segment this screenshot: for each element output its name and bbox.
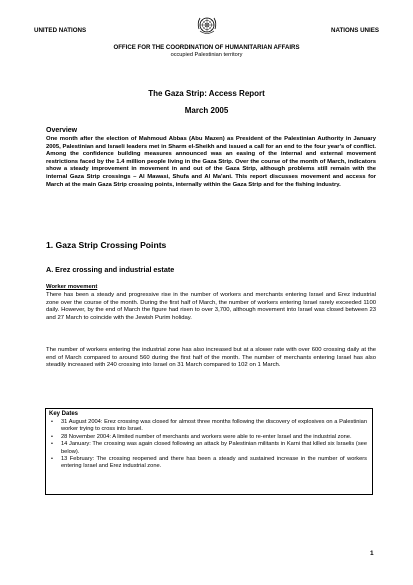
key-date-item	[49, 434, 367, 441]
section-heading: 1. Gaza Strip Crossing Points	[46, 240, 167, 250]
report-date: March 2005	[184, 106, 229, 115]
un-emblem-icon	[195, 15, 219, 37]
key-date-text: 13 February: The crossing reopened and there has been a steady and sustained increase in the number of workers entering Israel and Erez industrial zone.	[61, 456, 367, 470]
key-date-text: 14 January: The crossing was again closed following an attack by Palestinian militants in Karni that killed six Israelis (see below).	[61, 441, 367, 455]
worker-paragraph-2: The number of workers entering the industrial zone has also increased but at a slower rate with over 600 crossing daily at the end of March compared to around 560 during the first half of the month. The number of merchants entering Israel has also steadily increased with 240 crossing into Israel on 31 March compared to 102 on 1 March.	[46, 347, 376, 369]
worker-movement-heading: Worker movement	[46, 284, 98, 290]
key-date-text: 28 November 2004: A limited number of merchants and workers were able to re-enter Israel and the industrial zone.	[61, 433, 352, 440]
key-dates-list	[49, 419, 367, 471]
header-right: NATIONS UNIES	[330, 27, 379, 34]
bullet-icon: •	[51, 456, 53, 463]
bullet-icon: •	[51, 433, 53, 440]
key-date-item	[49, 419, 367, 434]
key-dates-heading: Key Dates	[49, 411, 79, 417]
territory-name: occupied Palestinian territory	[170, 52, 243, 58]
office-name: OFFICE FOR THE COORDINATION OF HUMANITARIAN AFFAIRS	[113, 44, 300, 51]
header-left: UNITED NATIONS	[34, 27, 87, 34]
overview-paragraph: One month after the election of Mahmoud Abbas (Abu Mazen) as President of the Palestinian Authority in January 2005, Palestinian and Israeli leaders met in Sharm el-Sheikh and issued a call for an end to the four year's of conflict. Among the confidence building measures announced was an easing of the internal and external movement restrictions faced by the 1.4 million people living in the Gaza Strip. Over the course of the month of March, indicators show a steady improvement in movement in and out of the Gaza Strip, although problems still remain with the internal Gaza Strip crossings – Al Mawasi, Shufa and Al Ma'ani. This report discusses movement and access for March at the main Gaza Strip crossing points, internally within the Gaza Strip and for the fishing industry.	[46, 136, 376, 188]
bullet-icon: •	[51, 441, 53, 448]
key-date-text: 31 August 2004: Erez crossing was closed for almost three months following the discovery of explosives on a Palestinian worker trying to cross into Israel.	[61, 419, 367, 433]
key-dates-box	[45, 408, 373, 495]
bullet-icon: •	[51, 419, 53, 425]
subsection-heading: A. Erez crossing and industrial estate	[46, 265, 175, 274]
worker-paragraph-1: There has been a steady and progressive rise in the number of workers and merchants entering Israel and Erez industrial zone over the course of the month. During the first half of March, the number of workers entering Israel rarely exceeded 1100 daily. However, by the end of March the figure had risen to over 3,700, although movement into Israel was closed between 23 and 27 March to coincide with the Jewish Purim holiday.	[46, 292, 376, 321]
page-number: 1	[370, 550, 374, 557]
report-title: The Gaza Strip: Access Report	[148, 89, 265, 98]
key-date-item	[49, 456, 367, 471]
overview-heading: Overview	[46, 127, 78, 134]
key-date-item	[49, 441, 367, 456]
